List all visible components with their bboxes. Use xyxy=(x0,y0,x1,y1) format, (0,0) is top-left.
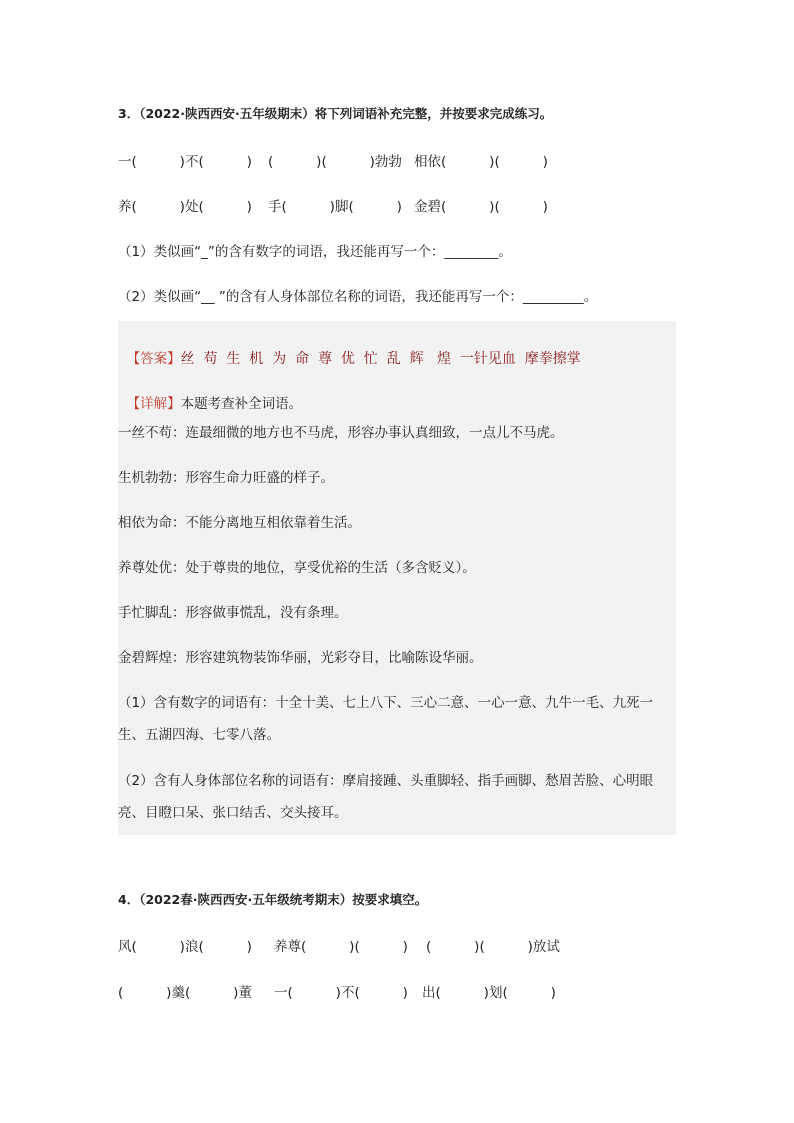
q3-subquestion-1: （1）类似画“_”的含有数字的词语，我还能再写一个：________。 xyxy=(118,244,512,260)
part1-line2: 生、五湖四海、七零八落。 xyxy=(118,727,280,743)
q4-row2-item3: 出( )划( ) xyxy=(422,985,556,1001)
question-4-title: 4．（2022春·陕西西安·五年级统考期末）按要求填空。 xyxy=(118,892,428,907)
q3-row2-item1: 养( )处( ) xyxy=(118,199,252,215)
q3-row2-item3: 金碧( )( ) xyxy=(414,199,548,215)
detail-item-3: 相依为命：不能分离地互相依靠着生活。 xyxy=(118,515,361,531)
q3-row1-item3: 相依( )( ) xyxy=(414,154,548,170)
q3-subquestion-2: （2）类似画“__ ”的含有人身体部位名称的词语，我还能再写一个：_________。 xyxy=(118,289,598,305)
q4-row1-item3: ( )( )放试 xyxy=(426,939,560,955)
detail-item-1: 一丝不苟：连最细微的地方也不马虎，形容办事认真细致，一点儿不马虎。 xyxy=(118,425,564,441)
detail-item-5: 手忙脚乱：形容做事慌乱，没有条理。 xyxy=(118,605,348,621)
q4-row2-item2: 一( )不( ) xyxy=(274,985,408,1001)
q3-row1-item1: 一( )不( ) xyxy=(118,154,252,170)
detail-text: 本题考查补全词语。 xyxy=(180,396,303,412)
answer-text: 丝 苟 生 机 为 命 尊 优 忙 乱 辉 煌 一针见血 摩拳擦掌 xyxy=(180,351,581,367)
answer-line xyxy=(118,331,581,368)
q4-row1-item2: 养尊( )( ) xyxy=(274,939,408,955)
q3-row2-item2: 手( )脚( ) xyxy=(268,199,402,215)
detail-item-4: 养尊处优：处于尊贵的地位，享受优裕的生活（多含贬义）。 xyxy=(118,560,476,576)
detail-item-6: 金碧辉煌：形容建筑物装饰华丽，光彩夺目，比喻陈设华丽。 xyxy=(118,650,483,666)
detail-tag: 【详解】 xyxy=(126,396,181,412)
part2-line1: （2）含有人身体部位名称的词语有：摩肩接踵、头重脚轻、指手画脚、愁眉苦脸、心明眼 xyxy=(118,773,654,789)
detail-item-2: 生机勃勃：形容生命力旺盛的样子。 xyxy=(118,470,334,486)
q4-row1-item1: 风( )浪( ) xyxy=(118,939,252,955)
q3-row1-item2: ( )( )勃勃 xyxy=(268,154,402,170)
answer-tag: 【答案】 xyxy=(126,351,181,367)
q4-row2-item1: ( )羹( )董 xyxy=(118,985,252,1001)
part1-line1: （1）含有数字的词语有：十全十美、七上八下、三心二意、一心一意、九牛一毛、九死一 xyxy=(118,695,654,711)
part2-line2: 亮、目瞪口呆、张口结舌、交头接耳。 xyxy=(118,805,348,821)
detail-line xyxy=(118,376,302,412)
question-3-title: 3．（2022·陕西西安·五年级期末）将下列词语补充完整，并按要求完成练习。 xyxy=(118,106,553,121)
